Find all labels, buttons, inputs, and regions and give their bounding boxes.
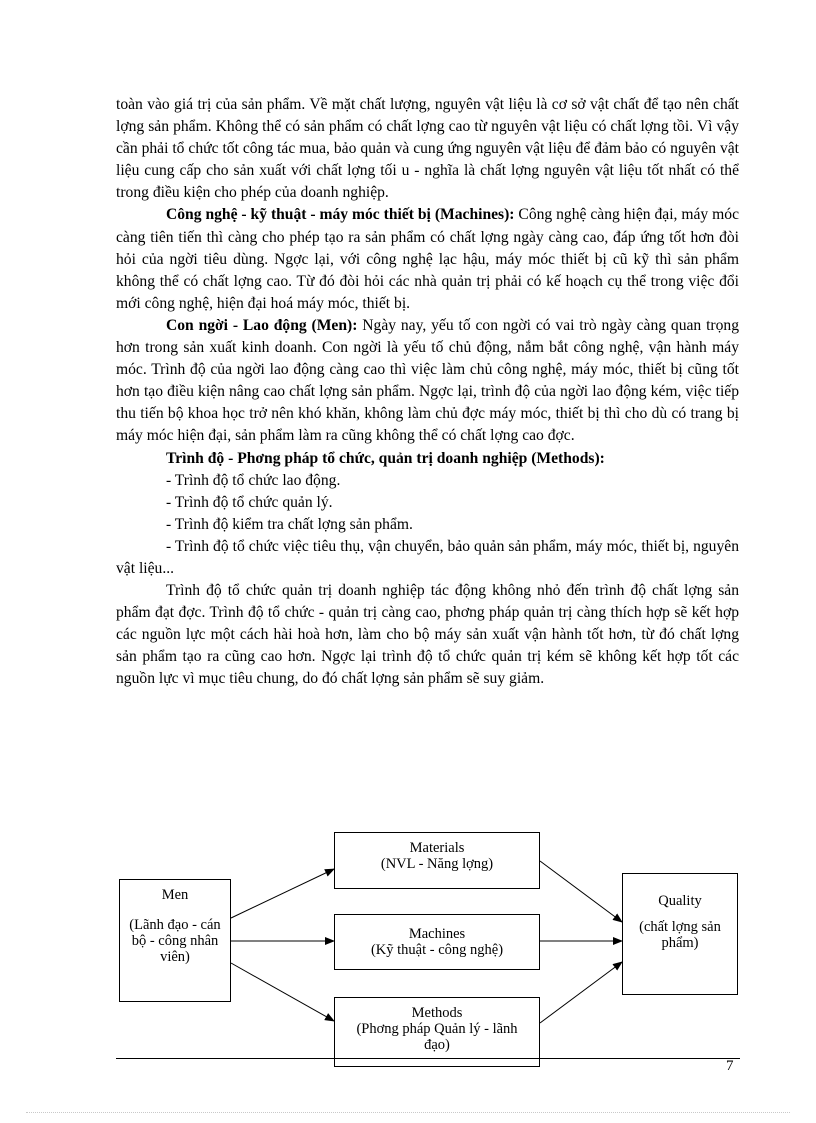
footer-rule <box>116 1058 740 1059</box>
list-item: - Trình độ tổ chức quản lý. <box>166 493 333 511</box>
text-men: Ngày nay, yếu tố con ngời có vai trò ngày càng quan trọng hơn trong sản xuất kinh doanh. Con ngời là yếu tố chủ động, nắm bắt công nghệ, vận hành máy móc. Trình độ của ngời lao động càng cao thì việc làm chủ công nghệ, máy móc, thiết bị cũng tốt hơn tạo điều kiện nâng cao chất lợng sản phẩm. Ngợc lại, trình độ của ngời lao động kém, việc tiếp thu tiến bộ khoa học trở nên khó khăn, không làm chủ đợc máy móc, thiết bị thì cho dù có trang bị máy móc hiện đại, sản phẩm làm ra cũng không thể có chất lợng cao đợc. <box>116 316 739 445</box>
arrow-men-materials <box>231 869 334 918</box>
text-machines: Công nghệ càng hiện đại, máy móc càng tiên tiến thì càng cho phép tạo ra sản phẩm có chất lợng ngày càng cao, đáp ứng tốt hơn đòi hỏi của ngời tiêu dùng. Ngợc lại, với công nghệ lạc hậu, máy móc thiết bị cũ kỹ thì sản phẩm không thể có chất lợng cao. Từ đó đòi hỏi các nhà quản trị phải có kế hoạch cụ thể trong việc đổi mới công nghệ, hiện đại hoá máy móc, thiết bị. <box>116 206 739 312</box>
heading-machines: Công nghệ - kỹ thuật - máy móc thiết bị (Machines): <box>166 206 515 224</box>
quality-title: Quality <box>658 893 702 909</box>
materials-box <box>334 832 540 889</box>
materials-title: Materials <box>409 840 465 856</box>
page-number: 7 <box>726 1058 734 1074</box>
arrow-materials-quality <box>540 861 622 922</box>
men-title: Men <box>161 887 189 903</box>
materials-subtitle: (NVL - Năng lợng) <box>380 856 494 872</box>
methods-title: Methods <box>411 1005 463 1021</box>
machines-box <box>334 914 540 970</box>
list-item: - Trình độ tổ chức lao động. <box>166 471 341 489</box>
arrow-methods-quality <box>540 962 622 1023</box>
quality-subtitle: (chất lợng sản phẩm) <box>639 919 721 951</box>
machines-subtitle: (Kỹ thuật - công nghệ) <box>370 942 504 958</box>
men-subtitle: (Lãnh đạo - cán bộ - công nhân viên) <box>129 917 221 965</box>
men-box <box>119 879 231 1002</box>
list-item: - Trình độ tổ chức việc tiêu thụ, vận chuyển, bảo quản sản phẩm, máy móc, thiết bị, nguyên vật liệu... <box>116 537 739 577</box>
methods-subtitle: (Phơng pháp Quản lý - lãnh đạo) <box>356 1021 518 1053</box>
paragraph-methods: Trình độ tổ chức quản trị doanh nghiệp tác động không nhỏ đến trình độ chất lợng sản phẩm đạt đợc. Trình độ tổ chức - quản trị càng cao, phơng pháp quản trị càng thích hợp sẽ kết hợp các nguồn lực một cách hài hoà hơn, làm cho bộ máy sản xuất vận hành tốt hơn, từ đó chất lợng sản phẩm tạo ra cũng cao hơn. Ngợc lại trình độ tổ chức quản trị kém sẽ không kết hợp tốt các nguồn lực vì mục tiêu chung, do đó chất lợng sản phẩm sẽ suy giảm. <box>116 582 739 688</box>
methods-box <box>334 997 540 1067</box>
paragraph-materials: toàn vào giá trị của sản phẩm. Về mặt chất lượng, nguyên vật liệu là cơ sở vật chất để tạo nên chất lợng sản phẩm. Không thể có sản phẩm có chất lợng cao từ nguyên vật liệu có chất lợng tồi. Vì vậy cần phải tổ chức tốt công tác mua, bảo quản và cung ứng nguyên vật liệu để đảm bảo có nguyên vật liệu cung cấp cho sản xuất với chất lợng tối u - nghĩa là chất lợng nguyên vật liệu tốt nhất có thể trong điều kiện cho phép của doanh nghiệp. <box>116 96 739 202</box>
heading-men: Con ngời - Lao động (Men): <box>166 316 358 334</box>
arrow-men-methods <box>231 963 334 1021</box>
heading-methods: Trình độ - Phơng pháp tổ chức, quản trị doanh nghiệp (Methods): <box>166 449 605 467</box>
list-item: - Trình độ kiểm tra chất lợng sản phẩm. <box>166 515 413 533</box>
page-edge-dotted-line <box>26 1112 790 1113</box>
quality-box <box>622 873 738 995</box>
machines-title: Machines <box>408 926 466 942</box>
